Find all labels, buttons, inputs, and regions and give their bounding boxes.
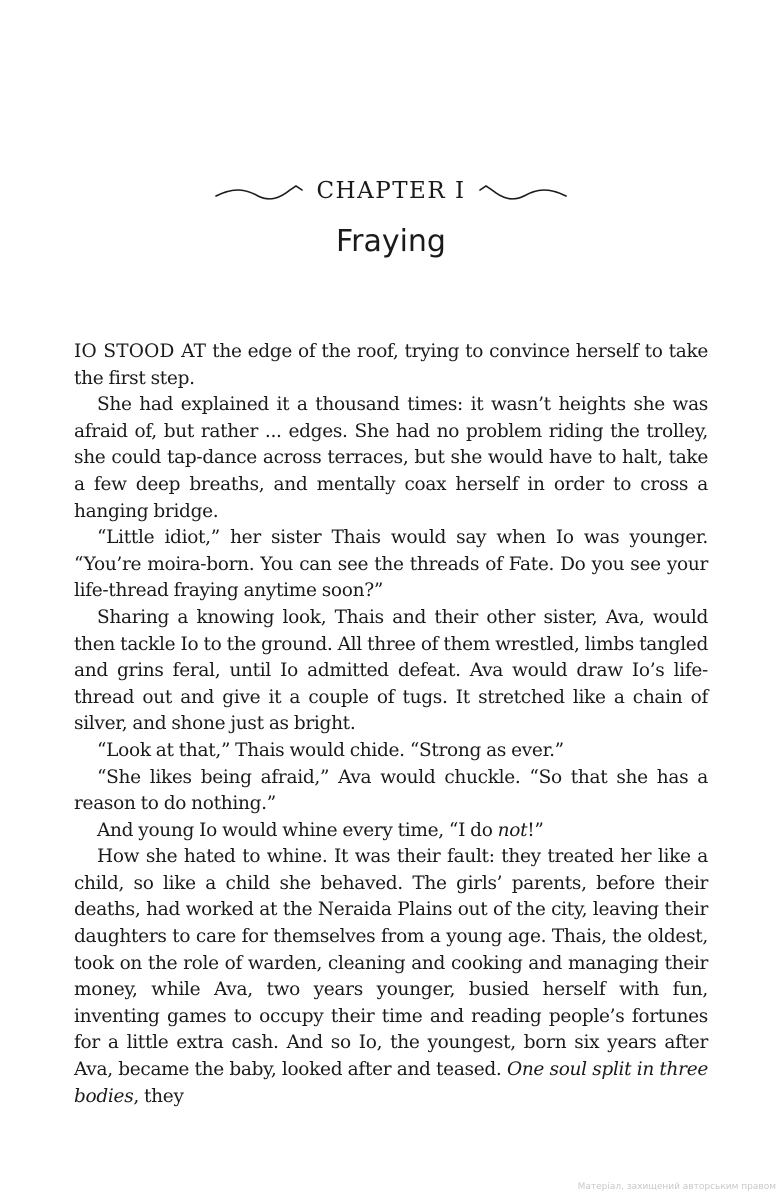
emphasis: One soul split in three bodies xyxy=(74,1059,708,1107)
paragraph: She had explained it a thousand times: it wasn’t heights she was afraid of, but rather ... edges. She had no problem riding the trolley, she could tap-dance across terraces, but she would have to halt, take a few deep breaths, and mentally coax herself in order to cross a hanging bridge. xyxy=(74,394,708,522)
chapter-label: CHAPTER I xyxy=(316,178,466,204)
chapter-heading xyxy=(0,176,782,206)
emphasis: not xyxy=(497,819,528,841)
right-flourish-icon xyxy=(476,180,568,202)
paragraph: “Look at that,” Thais would chide. “Strong as ever.” xyxy=(97,739,564,761)
chapter-body xyxy=(74,339,708,1110)
chapter-title: Fraying xyxy=(336,224,446,259)
paragraph: “Little idiot,” her sister Thais would say when Io was younger. “You’re moira-born. You can see the threads of Fate. Do you see your life-thread fraying anytime soon?” xyxy=(74,527,708,602)
left-flourish-icon xyxy=(214,180,306,202)
paragraph: How she hated to whine. It was their fault: they treated her like a child, so like a child she behaved. The girls’ parents, before their deaths, had worked at the Neraida Plains out of the city, leaving their daughters to care for themselves from a young age. Thais, the oldest, took on the role of warden, cleaning and cooking and managing their money, while Ava, two years younger, busied herself with fun, inventing games to occupy their time and reading people’s fortunes for a little extra cash. And so Io, the youngest, born six years after Ava, became the baby, looked after and teased. One soul split in three bodies, they xyxy=(74,846,708,1107)
opening-words: IO STOOD AT xyxy=(74,341,207,362)
paragraph: IO STOOD AT the edge of the roof, trying to convince herself to take the first step. xyxy=(74,341,708,389)
paragraph: “She likes being afraid,” Ava would chuckle. “So that she has a reason to do nothing.” xyxy=(74,766,708,815)
paragraph: And young Io would whine every time, “I do not!” xyxy=(97,819,544,841)
paragraph: Sharing a knowing look, Thais and their other sister, Ava, would then tackle Io to the ground. All three of them wrestled, limbs tangled and grins feral, until Io admitted defeat. Ava would draw Io’s life-thread out and give it a couple of tugs. It stretched like a chain of silver, and shone just as bright. xyxy=(74,606,708,735)
copyright-watermark: Матеріал, захищений авторським правом xyxy=(577,1182,776,1192)
